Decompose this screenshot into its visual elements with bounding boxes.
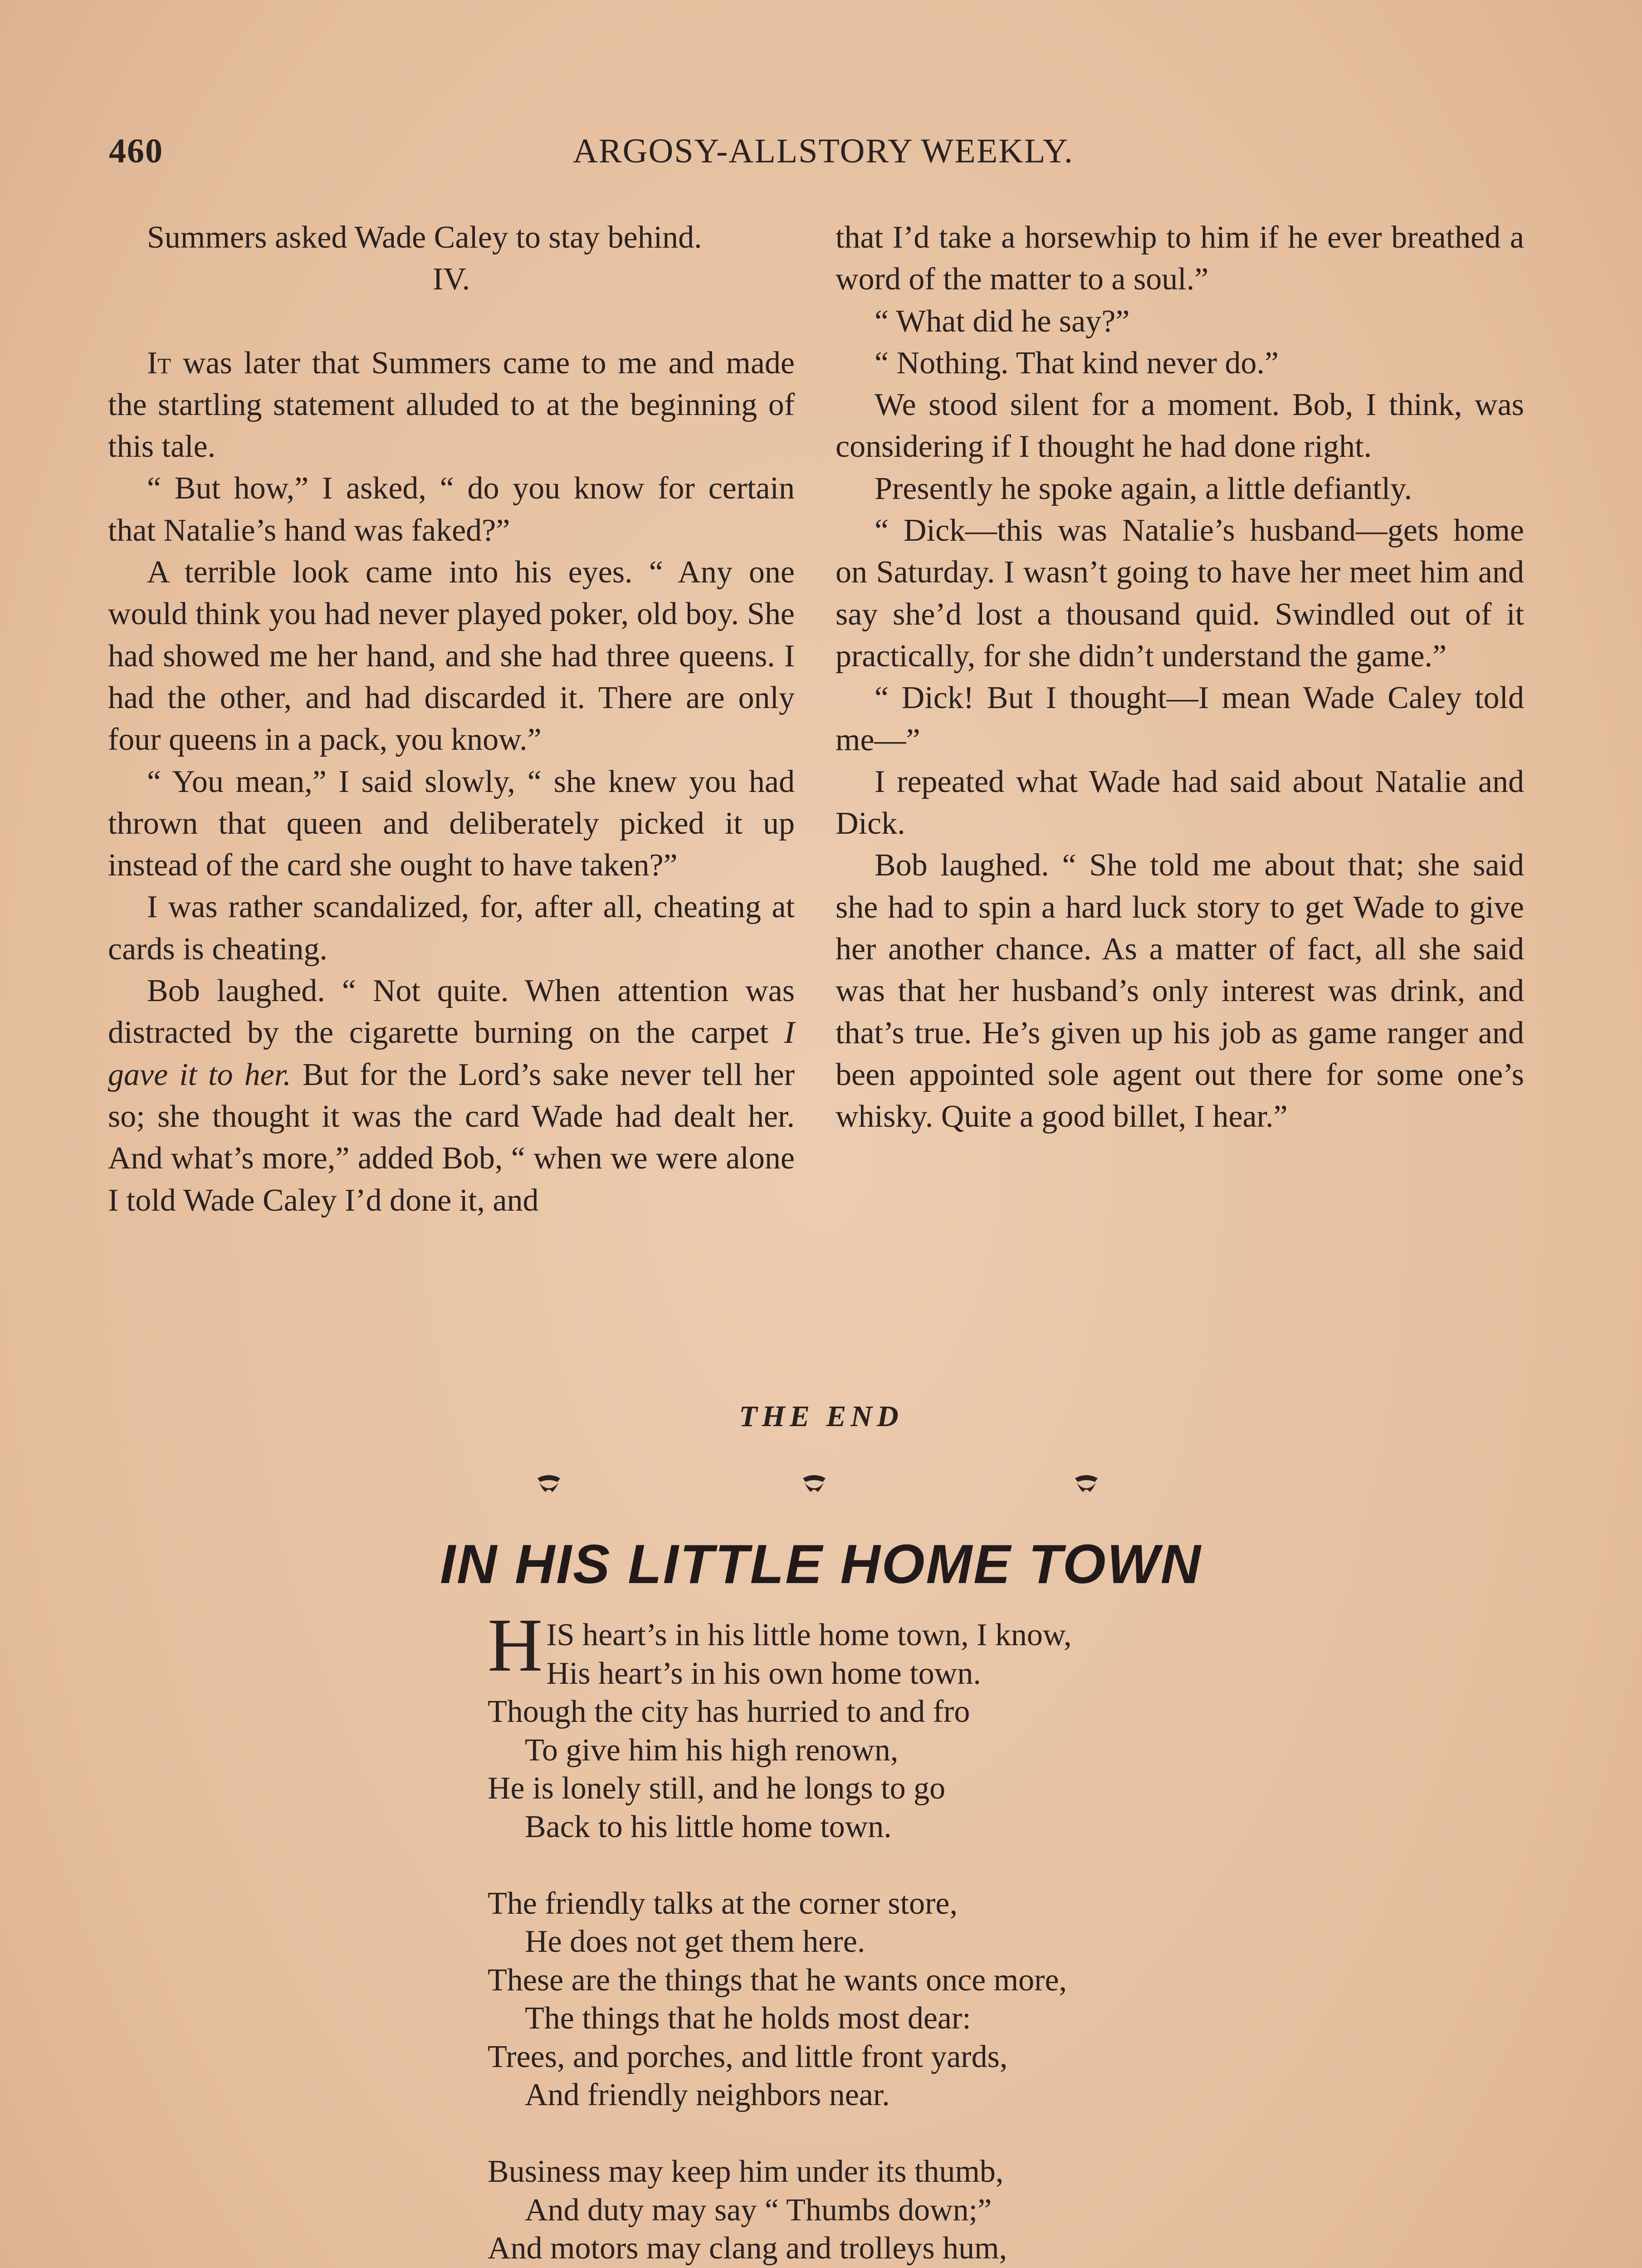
poem-line: And friendly neighbors near. bbox=[525, 2077, 890, 2112]
paragraph-text: But for the Lord’s sake never tell her so; she thought it was the card Wade had dealt her. And what’s more,” added Bob, “ when we were alone I told Wade Caley I’d done it, and bbox=[108, 1057, 795, 1218]
italic-text: I gave it to her. bbox=[108, 1015, 795, 1092]
poem-line: IS heart’s in his little home town, I know, bbox=[546, 1618, 1072, 1652]
poem-line: And motors may clang and trolleys hum, bbox=[488, 2231, 1007, 2266]
paragraph: Summers asked Wade Caley to stay behind. bbox=[147, 220, 702, 255]
page-header bbox=[109, 132, 1538, 186]
ornament-row bbox=[0, 1472, 1642, 1513]
paragraph: “ What did he say?” bbox=[875, 303, 1130, 339]
running-head: ARGOSY-ALLSTORY WEEKLY. bbox=[573, 132, 1074, 170]
paragraph: “ Nothing. That kind never do.” bbox=[875, 345, 1279, 381]
paragraph-lead: It bbox=[147, 345, 171, 381]
poem-line: Though the city has hurried to and fro bbox=[488, 1694, 970, 1729]
stanza-break bbox=[488, 2115, 1395, 2153]
paragraph bbox=[108, 342, 795, 468]
poem-line: Business may keep him under its thumb, bbox=[488, 2154, 1004, 2189]
poem-line: The things that he holds most dear: bbox=[525, 2001, 971, 2036]
paragraph: I was rather scandalized, for, after all, cheating at cards is cheating. bbox=[108, 890, 795, 967]
paragraph: “ But how,” I asked, “ do you know for certain that Natalie’s hand was faked?” bbox=[108, 471, 795, 548]
page-number: 460 bbox=[109, 132, 163, 170]
section-heading: IV. bbox=[432, 262, 470, 297]
paragraph-text: was later that Summers came to me and made the startling statement alluded to at the beginning of this tale. bbox=[108, 345, 795, 464]
ornament-icon bbox=[533, 1472, 565, 1504]
left-column bbox=[108, 217, 795, 1222]
paragraph: “ Dick—this was Natalie’s husband—gets home on Saturday. I wasn’t going to have her meet him and say she’d lost a thousand quid. Swindled out of it practically, for she didn’t understand the game.” bbox=[836, 513, 1524, 674]
paragraph: “ Dick! But I thought—I mean Wade Caley told me—” bbox=[836, 680, 1524, 758]
paragraph: Presently he spoke again, a little defiantly. bbox=[875, 471, 1412, 506]
poem-line: Trees, and porches, and little front yards, bbox=[488, 2039, 1008, 2074]
paragraph: I repeated what Wade had said about Natalie and Dick. bbox=[836, 764, 1524, 841]
right-column bbox=[836, 217, 1524, 1138]
poem-line: Back to his little home town. bbox=[525, 1809, 892, 1844]
paragraph-text: Bob laughed. “ Not quite. When attention was distracted by the cigarette burning on the carpet bbox=[108, 973, 795, 1051]
poem-line: The friendly talks at the corner store, bbox=[488, 1886, 958, 1921]
ornament-icon bbox=[1070, 1472, 1102, 1504]
paragraph: “ You mean,” I said slowly, “ she knew you had thrown that queen and deliberately picked it up instead of the card she ought to have taken?” bbox=[108, 764, 795, 883]
drop-cap: H bbox=[488, 1603, 543, 1687]
poem-line: To give him his high renown, bbox=[525, 1732, 899, 1768]
poem-line: And duty may say “ Thumbs down;” bbox=[525, 2192, 992, 2228]
paragraph: A terrible look came into his eyes. “ Any one would think you had never played poker, old boy. She had showed me her hand, and she had three queens. I had the other, and had discarded it. There are only four queens in a pack, you know.” bbox=[108, 555, 795, 758]
poem bbox=[488, 1603, 1395, 2268]
paragraph: Bob laughed. “ She told me about that; she said she had to spin a hard luck story to get Wade to give her another chance. As a matter of fact, all she said was that her husband’s only interest was drink, and that’s true. He’s given up his job as game ranger and been appointed sole agent out there for some one’s whisky. Quite a good billet, I hear.” bbox=[836, 848, 1524, 1134]
paragraph: We stood silent for a moment. Bob, I think, was considering if I thought he had done right. bbox=[836, 387, 1524, 464]
poem-line: He does not get them here. bbox=[525, 1924, 865, 1959]
poem-title: IN HIS LITTLE HOME TOWN bbox=[440, 1533, 1202, 1595]
paragraph: that I’d take a horsewhip to him if he ever breathed a word of the matter to a soul.” bbox=[836, 220, 1524, 297]
poem-line: His heart’s in his own home town. bbox=[546, 1656, 981, 1691]
stanza-break bbox=[488, 1846, 1395, 1885]
poem-line: These are the things that he wants once more, bbox=[488, 1962, 1067, 1998]
paragraph bbox=[108, 970, 795, 1222]
the-end-label: THE END bbox=[739, 1400, 903, 1433]
poem-line: He is lonely still, and he longs to go bbox=[488, 1771, 946, 1806]
ornament-icon bbox=[798, 1472, 830, 1504]
